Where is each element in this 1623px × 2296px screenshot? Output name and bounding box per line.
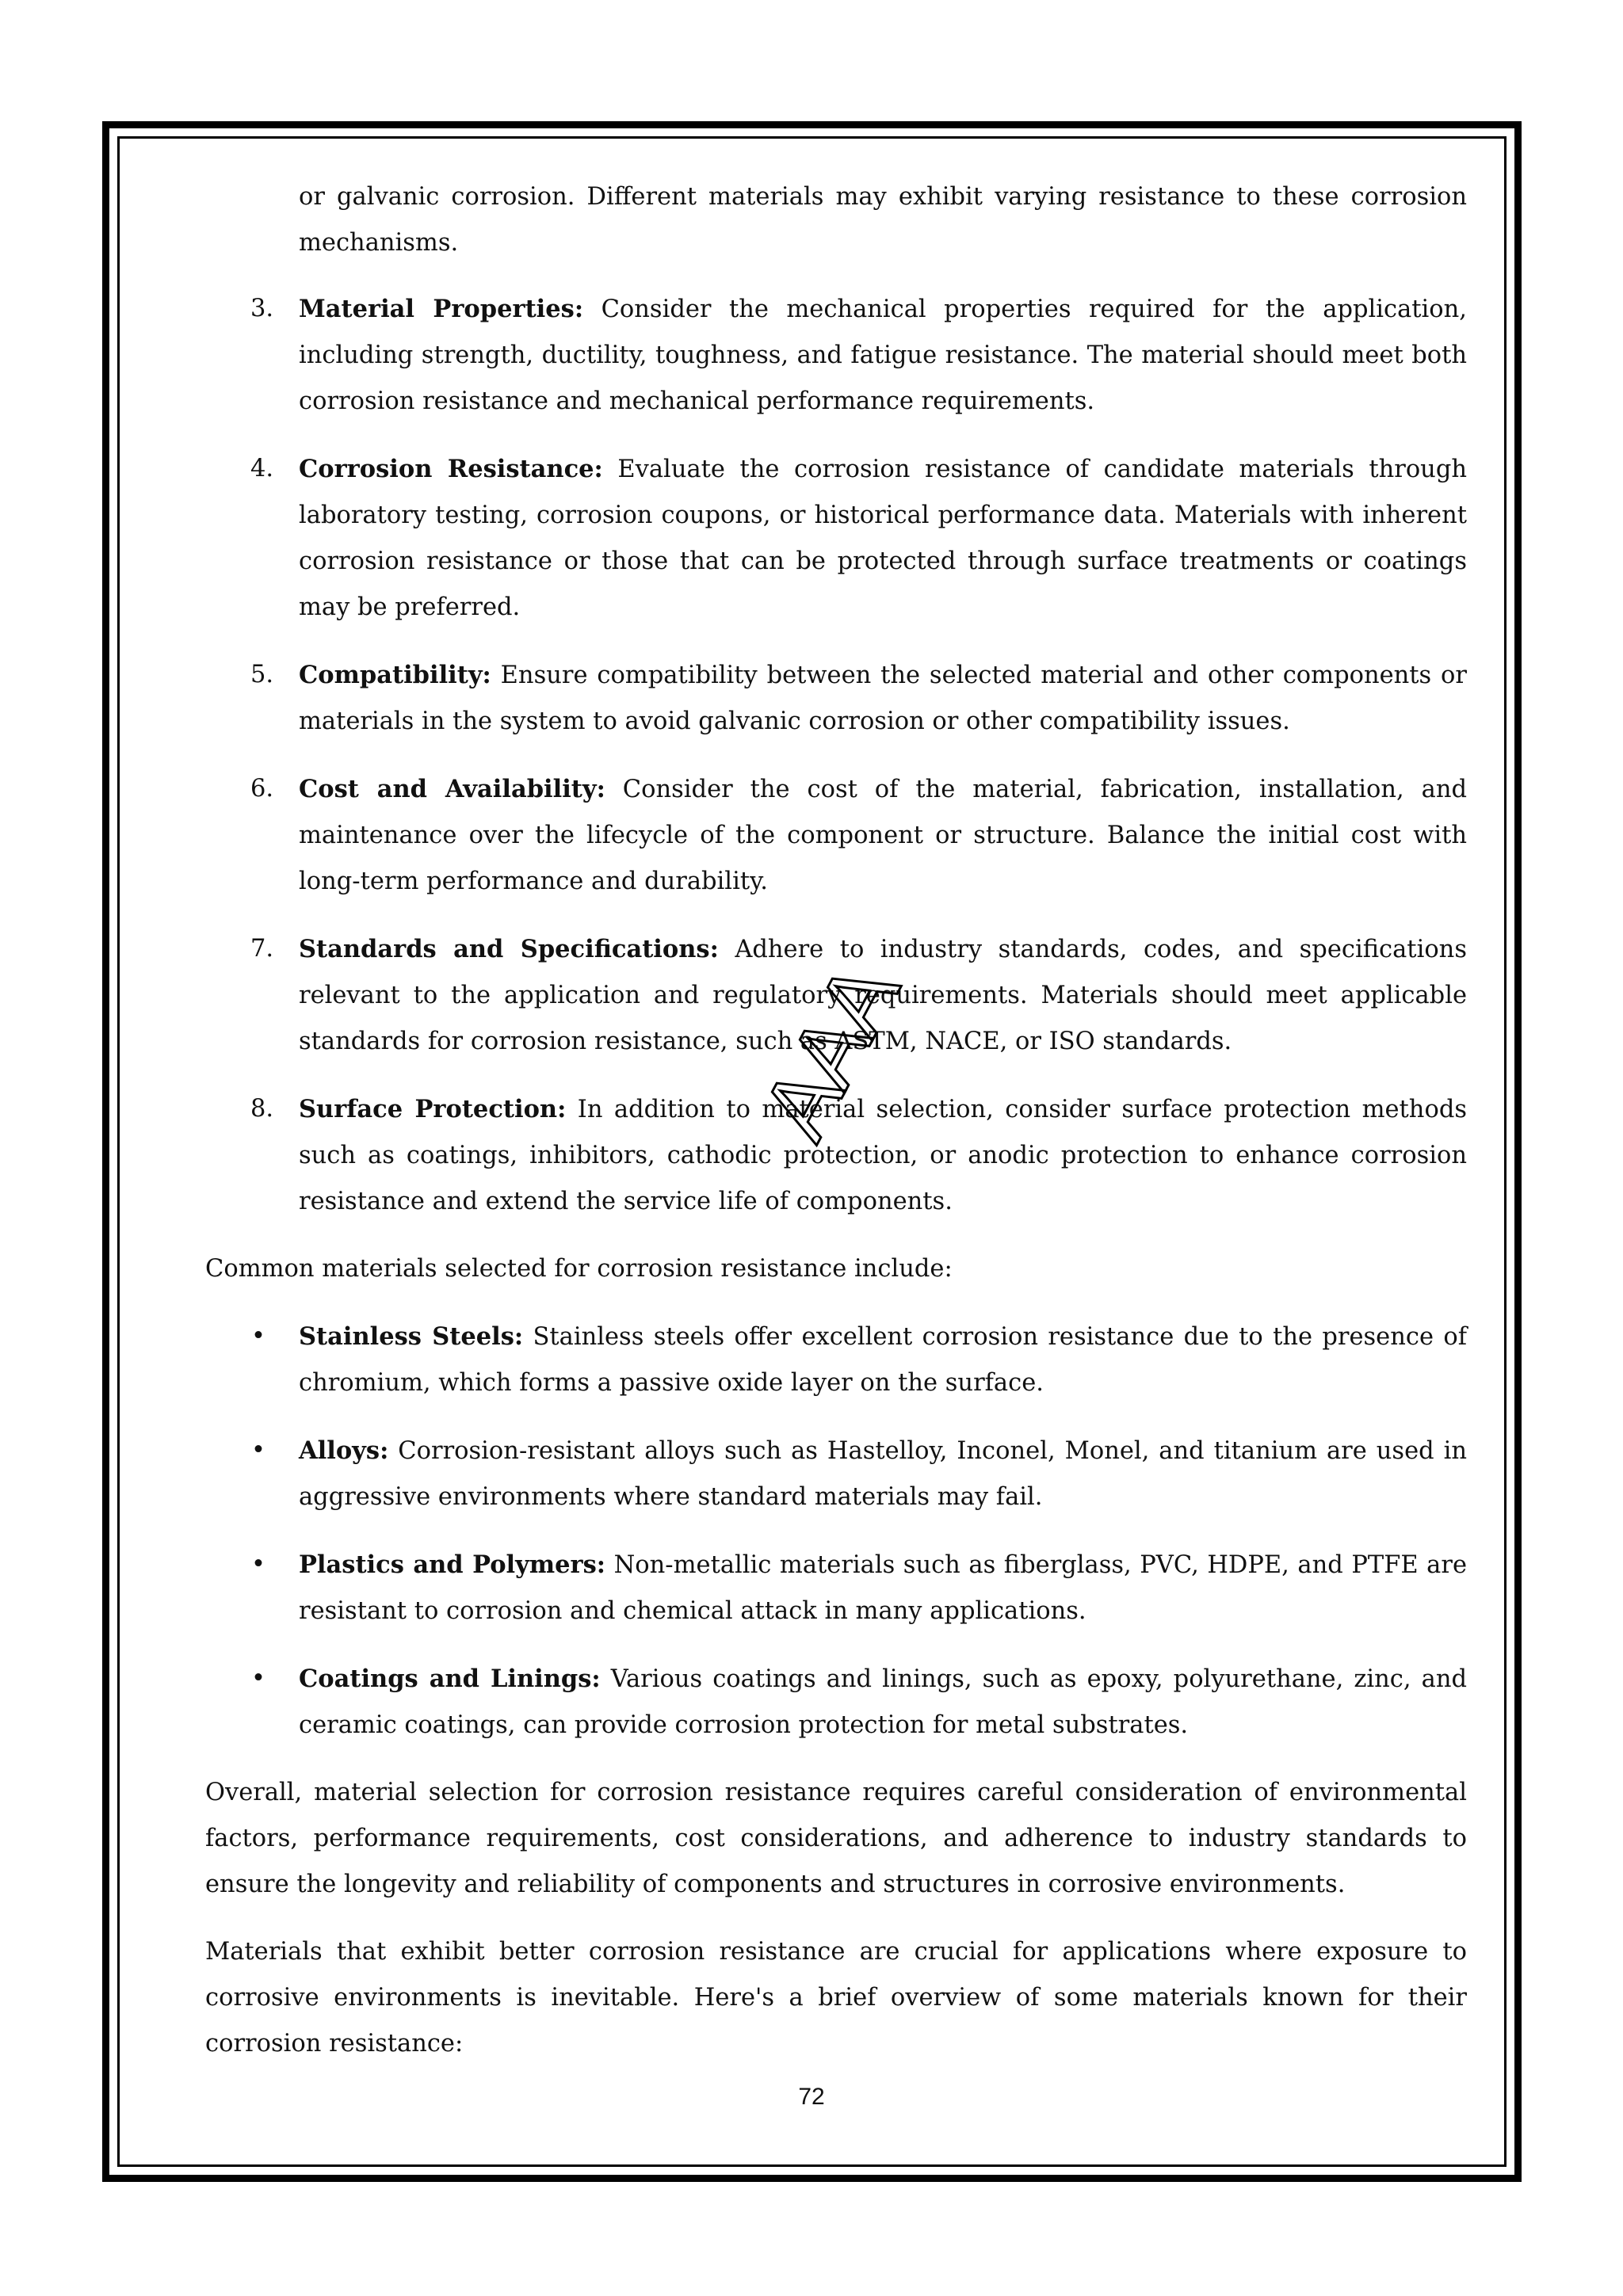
bullet-icon: • xyxy=(251,1550,265,1578)
item-number: 5. xyxy=(250,661,274,688)
item-number: 3. xyxy=(250,295,274,322)
item-term: Compatibility: xyxy=(299,661,491,689)
item-term: Standards and Specifications: xyxy=(299,935,719,963)
item-term: Stainless Steels: xyxy=(299,1322,524,1351)
page-number: 72 xyxy=(798,2084,825,2110)
list-item xyxy=(205,286,1467,425)
item-number: 7. xyxy=(250,935,274,963)
item-number: 6. xyxy=(250,775,274,803)
list-item xyxy=(205,1542,1467,1634)
item-number: 4. xyxy=(250,455,274,482)
item-text: Evaluate the corrosion resistance of candidate materials through laboratory testing, corrosion coupons, or historical performance data. Materials with inherent corrosion resistance or those that can be protected through surface treatments or coatings may be preferred. xyxy=(299,456,1467,621)
item-text: Consider the cost of the material, fabrication, installation, and maintenance over the lifecycle of the component or structure. Balance the initial cost with long-term performance and durability. xyxy=(299,776,1467,895)
materials-paragraph: Materials that exhibit better corrosion resistance are crucial for applications where exposure to corrosive environments is inevitable. Here's a brief overview of some materials known for their corrosion resistance: xyxy=(205,1938,1467,2058)
common-materials-intro: Common materials selected for corrosion resistance include: xyxy=(205,1255,953,1283)
item-text: Consider the mechanical properties required for the application, including strength, ductility, toughness, and fatigue resistance. The material should meet both corrosion resistance and mechanical performance requirements. xyxy=(299,296,1467,415)
item-text: In addition to material selection, consider surface protection methods such as coatings, inhibitors, cathodic protection, or anodic protection to enhance corrosion resistance and extend the service life of components. xyxy=(299,1096,1467,1215)
watermark-text: AAA xyxy=(742,949,918,1155)
item-term: Surface Protection: xyxy=(299,1095,567,1123)
bullet-icon: • xyxy=(251,1665,265,1692)
item-term: Coatings and Linings: xyxy=(299,1665,601,1693)
item-text: Ensure compatibility between the selected material and other components or materials in the system to avoid galvanic corrosion or other compatibility issues. xyxy=(299,662,1467,735)
item-text: Adhere to industry standards, codes, and specifications relevant to the application and regulatory requirements. Materials should meet applicable standards for corrosion resistance, such as ASTM, NACE, or ISO standards. xyxy=(299,936,1467,1055)
list-item xyxy=(205,446,1467,631)
item-term: Cost and Availability: xyxy=(299,775,605,803)
list-item xyxy=(205,766,1467,905)
item-term: Material Properties: xyxy=(299,295,584,323)
item-term: Plastics and Polymers: xyxy=(299,1550,606,1579)
overall-paragraph: Overall, material selection for corrosion resistance requires careful consideration of environmental factors, performance requirements, cost considerations, and adherence to industry standards to ensure the longevity and reliability of components and structures in corrosive environments. xyxy=(205,1779,1467,1898)
list-item xyxy=(205,652,1467,745)
item-term: Alloys: xyxy=(299,1436,389,1465)
list-item xyxy=(205,1314,1467,1406)
item-text: Stainless steels offer excellent corrosion resistance due to the presence of chromium, which forms a passive oxide layer on the surface. xyxy=(299,1323,1467,1397)
list-item xyxy=(205,1428,1467,1520)
item-term: Corrosion Resistance: xyxy=(299,455,603,483)
list-item xyxy=(205,1656,1467,1749)
item-text: Various coatings and linings, such as epoxy, polyurethane, zinc, and ceramic coatings, can provide corrosion protection for metal substrates. xyxy=(299,1665,1467,1739)
item-number: 8. xyxy=(250,1095,274,1123)
bullet-icon: • xyxy=(251,1436,265,1464)
bullet-list xyxy=(205,1314,1467,1749)
item-text: Corrosion-resistant alloys such as Hastelloy, Inconel, Monel, and titanium are used in aggressive environments where standard materials may fail. xyxy=(299,1437,1467,1511)
item-text: Non-metallic materials such as fiberglass, PVC, HDPE, and PTFE are resistant to corrosion and chemical attack in many applications. xyxy=(299,1551,1467,1625)
bullet-icon: • xyxy=(251,1322,265,1350)
continuation-text: or galvanic corrosion. Different materials may exhibit varying resistance to these corrosion mechanisms. xyxy=(299,183,1467,257)
